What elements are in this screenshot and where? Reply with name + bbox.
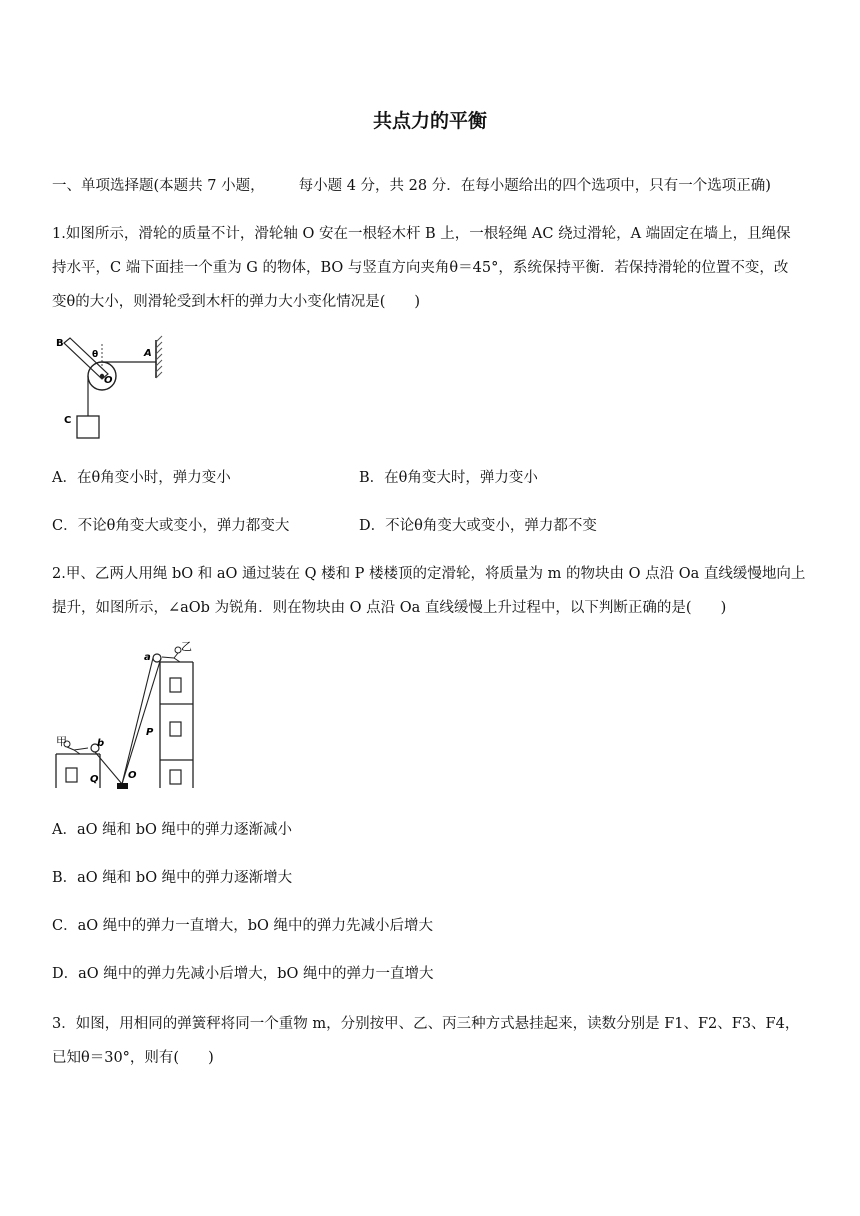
q1-line3: 变θ的大小，则滑轮受到木杆的弹力大小变化情况是( ) <box>52 294 421 310</box>
q3-line2: 已知θ＝30°，则有( ) <box>52 1050 214 1066</box>
q1-line2: 持水平，C 端下面挂一个重为 G 的物体，BO 与竖直方向夹角θ＝45°，系统保持平衡．若保持滑轮的位置不变，改 <box>52 260 789 276</box>
q1-label-theta: θ <box>92 350 99 360</box>
q1-label-c: C <box>64 415 72 426</box>
q1-label-o: O <box>104 375 113 386</box>
q1-pulley-figure <box>50 334 180 444</box>
q2-label-yi: 乙 <box>181 640 192 653</box>
page-title: 共点力的平衡 <box>372 110 487 132</box>
q2-buildings-figure <box>50 636 210 796</box>
q2-label-o: O <box>128 770 137 781</box>
q2-option-c: C．aO 绳中的弹力一直增大，bO 绳中的弹力先减小后增大 <box>52 918 434 934</box>
q2-label-b: b <box>97 738 105 749</box>
q1-option-a: A．在θ角变小时，弹力变小 <box>52 470 231 486</box>
q1-option-d: D．不论θ角变大或变小，弹力都不变 <box>359 518 597 534</box>
q1-option-c: C．不论θ角变大或变小，弹力都变大 <box>52 518 290 534</box>
section-rest: 每小题 4 分，共 28 分．在每小题给出的四个选项中，只有一个选项正确) <box>298 178 771 194</box>
q2-label-jia: 甲 <box>56 735 67 748</box>
q2-label-p: P <box>146 727 154 738</box>
q1-label-b: B <box>56 338 64 349</box>
section-lead: 一、单项选择题(本题共 7 小题， <box>52 178 265 194</box>
q2-option-d: D．aO 绳中的弹力先减小后增大，bO 绳中的弹力一直增大 <box>52 966 434 982</box>
q2-line1: 2.甲、乙两人用绳 bO 和 aO 通过装在 Q 楼和 P 楼楼顶的定滑轮，将质量为 m 的物块由 O 点沿 Oa 直线缓慢地向上 <box>52 566 806 582</box>
q3-line1: 3．如图，用相同的弹簧秤将同一个重物 m，分别按甲、乙、丙三种方式悬挂起来，读数分别是 F1、F2、F3、F4， <box>52 1016 800 1032</box>
section-heading <box>52 174 771 195</box>
q2-label-q: Q <box>90 774 99 785</box>
q1-label-a: A <box>144 348 152 359</box>
q2-option-a: A．aO 绳和 bO 绳中的弹力逐渐减小 <box>52 822 292 838</box>
q2-option-b: B．aO 绳和 bO 绳中的弹力逐渐增大 <box>52 870 293 886</box>
q2-label-a: a <box>144 652 151 663</box>
q1-option-b: B．在θ角变大时，弹力变小 <box>359 470 538 486</box>
q1-line1: 1.如图所示，滑轮的质量不计，滑轮轴 O 安在一根轻木杆 B 上，一根轻绳 AC 绕过滑轮，A 端固定在墙上，且绳保 <box>52 226 791 242</box>
q2-line2: 提升，如图所示，∠aOb 为锐角．则在物块由 O 点沿 Oa 直线缓慢上升过程中，以下判断正确的是( ) <box>52 600 727 616</box>
